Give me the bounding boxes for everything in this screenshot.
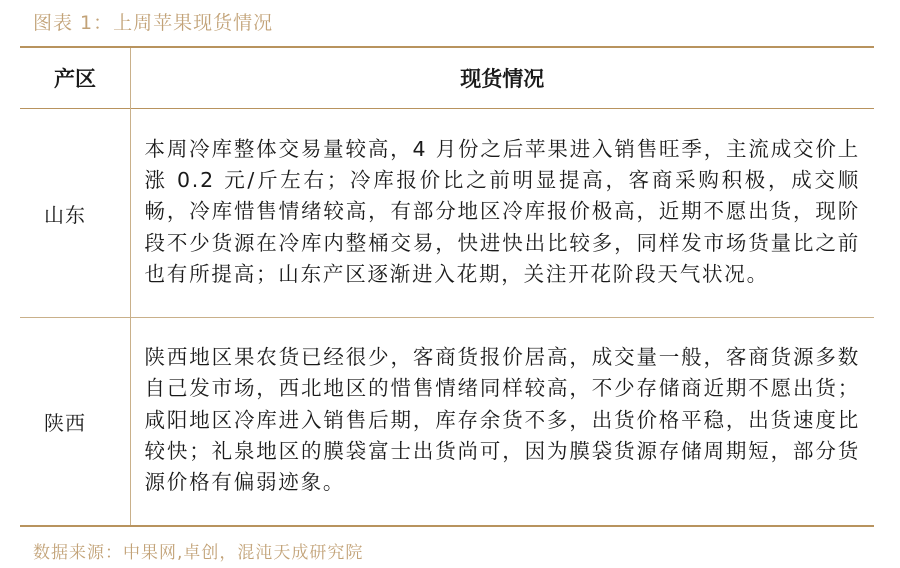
spot-market-table — [20, 46, 874, 527]
header-spot-situation: 现货情况 — [460, 67, 545, 91]
table-header-row — [20, 47, 874, 109]
description-cell: 本周冷库整体交易量较高，4 月份之后苹果进入销售旺季，主流成交价上涨 0.2 元/斤左右；冷库报价比之前明显提高，客商采购积极，成交顺畅，冷库惜售情绪较高，有部分地区冷库报价极高，近期不愿出货，现阶段不少货源在冷库内整桶交易，快进快出比较多，同样发市场货量比之前也有所提高；山东产区逐渐进入花期，关注开花阶段天气状况。 — [144, 136, 860, 286]
header-region: 产区 — [20, 47, 130, 109]
region-cell: 山东 — [20, 109, 130, 318]
table-row-shaanxi — [20, 318, 874, 526]
description-cell: 陕西地区果农货已经很少，客商货报价居高，成交量一般，客商货源多数自己发市场，西北地区的惜售情绪同样较高，不少存储商近期不愿出货；咸阳地区冷库进入销售后期，库存余货不多，出货价格平稳，出货速度比较快；礼泉地区的膜袋富士出货尚可，因为膜袋货源存储周期短，部分货源价格有偏弱迹象。 — [144, 345, 860, 495]
figure-caption: 图表 1：上周苹果现货情况 — [33, 12, 274, 34]
spot-market-table-container — [20, 46, 874, 527]
region-cell: 陕西 — [20, 318, 130, 526]
data-source-note: 数据来源：中果网,卓创，混沌天成研究院 — [33, 543, 364, 563]
table-row-shandong — [20, 109, 874, 318]
